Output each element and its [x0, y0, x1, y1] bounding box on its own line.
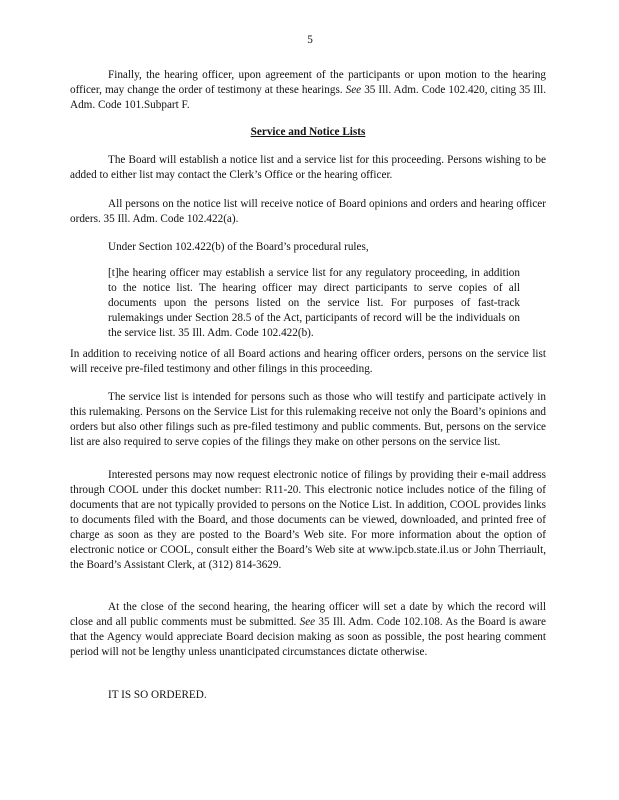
page-number: 5: [307, 34, 313, 46]
paragraph-service-list-purpose: The service list is intended for persons such as those who will testify and participate actively in this rulemaking. Persons on the Service List for this rulemaking receive not only the Board’s opinions and orders but also other filings such as pre-filed testimony and public comments. But, persons on the service list are also required to serve copies of the filings they make on other persons on the service list.: [70, 391, 546, 448]
paragraph-text: Finally, the hearing officer, upon agreement of the participants or upon motion to the hearing officer, may change the order of testimony at these hearings.: [70, 69, 546, 96]
paragraph-section-intro: Under Section 102.422(b) of the Board’s procedural rules,: [108, 241, 369, 253]
paragraph-electronic-notice: Interested persons may now request electronic notice of filings by providing their e-mail address through COOL under this docket number: R11-20. This electronic notice includes notice of the filing of documents that are not typically provided to persons on the Notice List. In addition, COOL provides links to documents filed with the Board, and those documents can be viewed, downloaded, and printed free of charge as soon as they are posted to the Board’s Web site. For more information about the option of electronic notice or COOL, consult either the Board’s Web site at www.ipcb.state.il.us or John Therriault, the Board’s Assistant Clerk, at (312) 814-3629.: [70, 469, 546, 571]
paragraph-testimony-order: [70, 68, 546, 113]
paragraph-text: At the close of the second hearing, the hearing officer will set a date by which the record will close and all public comments must be submitted.: [70, 601, 546, 628]
citation-signal: See: [345, 84, 362, 96]
paragraph-record-close: [70, 600, 546, 660]
citation-signal: See: [299, 616, 316, 628]
closing-order: IT IS SO ORDERED.: [108, 689, 207, 701]
citation: 35 Ill. Adm. Code 102.420, citing 35 Ill. Adm. Code 101.Subpart F.: [70, 84, 547, 111]
paragraph-notice-list: All persons on the notice list will receive notice of Board opinions and orders and hearing officer orders. 35 Ill. Adm. Code 102.422(a).: [70, 198, 546, 225]
paragraph-text: 35 Ill. Adm. Code 102.108. As the Board is aware that the Agency would appreciate Board decision making as soon as possible, the post hearing comment period will not be lengthy unless unanticipated circumstances dictate otherwise.: [70, 616, 546, 658]
paragraph-lists: The Board will establish a notice list and a service list for this proceeding. Persons wishing to be added to either list may contact the Clerk’s Office or the hearing officer.: [70, 154, 546, 181]
section-heading: Service and Notice Lists: [250, 126, 366, 138]
paragraph-service-list: In addition to receiving notice of all Board actions and hearing officer orders, persons on the service list will receive pre-filed testimony and other filings in this proceeding.: [70, 348, 546, 375]
block-quote: [t]he hearing officer may establish a service list for any regulatory proceeding, in addition to the notice list. The hearing officer may direct participants to serve copies of all documents upon the persons listed on the service list. For purposes of fast-track rulemakings under Section 28.5 of the Act, participants of record will be the individuals on the service list. 35 Ill. Adm. Code 102.422(b).: [108, 267, 520, 339]
